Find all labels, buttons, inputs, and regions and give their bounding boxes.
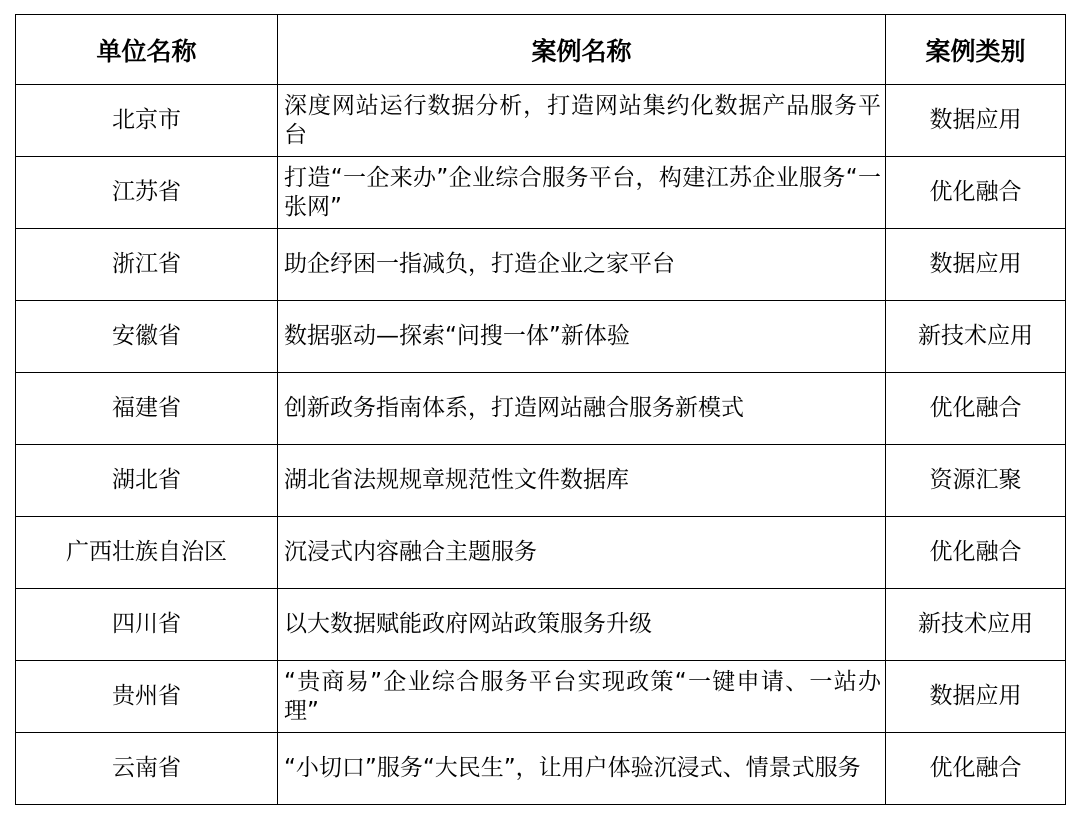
header-row — [16, 15, 1066, 85]
table-row — [16, 661, 1066, 733]
unit-name-cell: 浙江省 — [16, 229, 278, 301]
table-row — [16, 373, 1066, 445]
case-category-cell: 优化融合 — [886, 517, 1066, 589]
case-name-cell: 沉浸式内容融合主题服务 — [278, 517, 886, 589]
unit-name-cell: 北京市 — [16, 85, 278, 157]
case-category-cell: 数据应用 — [886, 85, 1066, 157]
table-body — [16, 85, 1066, 805]
case-table-container — [15, 14, 1065, 805]
unit-name-cell: 四川省 — [16, 589, 278, 661]
case-name-cell: 以大数据赋能政府网站政策服务升级 — [278, 589, 886, 661]
case-category-cell: 优化融合 — [886, 373, 1066, 445]
table-row — [16, 301, 1066, 373]
unit-name-cell: 贵州省 — [16, 661, 278, 733]
case-category-cell: 新技术应用 — [886, 301, 1066, 373]
header-unit-name: 单位名称 — [16, 15, 278, 85]
unit-name-cell: 安徽省 — [16, 301, 278, 373]
case-category-cell: 优化融合 — [886, 733, 1066, 805]
case-name-cell: 深度网站运行数据分析，打造网站集约化数据产品服务平台 — [278, 85, 886, 157]
table-row — [16, 589, 1066, 661]
table-row — [16, 733, 1066, 805]
table-row — [16, 85, 1066, 157]
table-row — [16, 229, 1066, 301]
case-name-cell: 助企纾困一指减负，打造企业之家平台 — [278, 229, 886, 301]
table-row — [16, 445, 1066, 517]
table-header — [16, 15, 1066, 85]
case-name-cell: 数据驱动—探索“问搜一体”新体验 — [278, 301, 886, 373]
case-category-cell: 数据应用 — [886, 229, 1066, 301]
table-row — [16, 517, 1066, 589]
case-category-cell: 资源汇聚 — [886, 445, 1066, 517]
case-name-cell: “贵商易”企业综合服务平台实现政策“一键申请、一站办理” — [278, 661, 886, 733]
case-name-cell: 打造“一企来办”企业综合服务平台，构建江苏企业服务“一张网” — [278, 157, 886, 229]
case-category-cell: 优化融合 — [886, 157, 1066, 229]
unit-name-cell: 福建省 — [16, 373, 278, 445]
header-case-category: 案例类别 — [886, 15, 1066, 85]
case-table — [15, 14, 1066, 805]
case-category-cell: 新技术应用 — [886, 589, 1066, 661]
table-row — [16, 157, 1066, 229]
header-case-name: 案例名称 — [278, 15, 886, 85]
unit-name-cell: 湖北省 — [16, 445, 278, 517]
case-name-cell: “小切口”服务“大民生”，让用户体验沉浸式、情景式服务 — [278, 733, 886, 805]
unit-name-cell: 江苏省 — [16, 157, 278, 229]
case-name-cell: 湖北省法规规章规范性文件数据库 — [278, 445, 886, 517]
case-name-cell: 创新政务指南体系，打造网站融合服务新模式 — [278, 373, 886, 445]
unit-name-cell: 广西壮族自治区 — [16, 517, 278, 589]
unit-name-cell: 云南省 — [16, 733, 278, 805]
case-category-cell: 数据应用 — [886, 661, 1066, 733]
